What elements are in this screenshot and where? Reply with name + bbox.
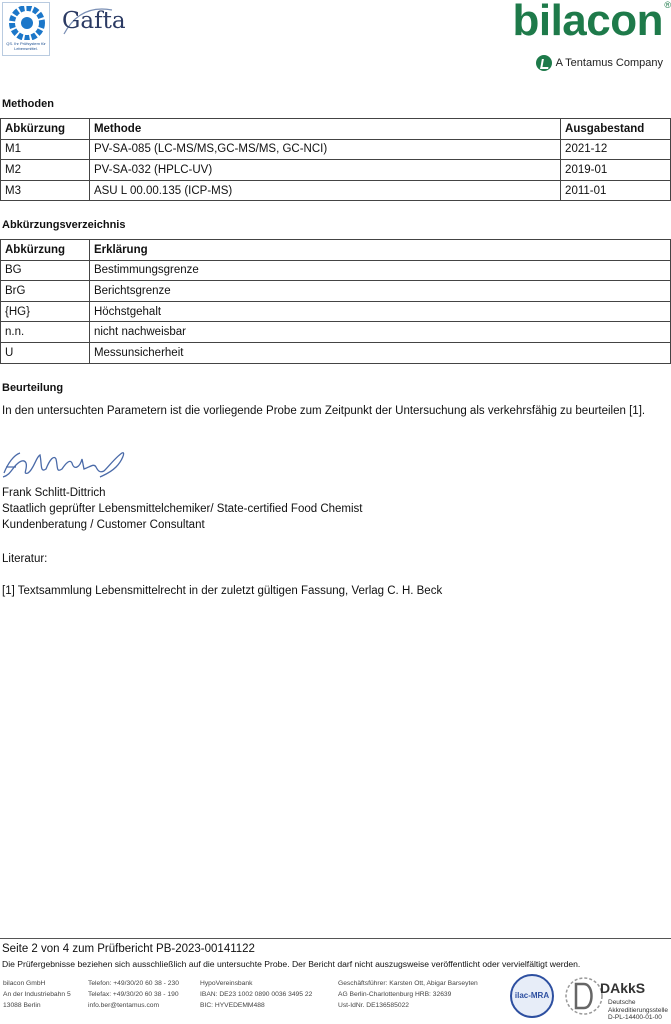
table-cell: nicht nachweisbar bbox=[89, 322, 670, 343]
abbreviations-title: Abkürzungsverzeichnis bbox=[2, 219, 126, 231]
assessment-title: Beurteilung bbox=[2, 382, 64, 394]
dakks-line: Deutsche bbox=[608, 999, 636, 1006]
tentamus-icon bbox=[536, 55, 552, 71]
qs-seal-icon bbox=[8, 6, 46, 40]
footer-divider bbox=[0, 938, 671, 939]
table-cell: BrG bbox=[1, 281, 90, 302]
page-info: Seite 2 von 4 zum Prüfbericht PB-2023-00141122 bbox=[2, 943, 255, 955]
table-row bbox=[1, 322, 671, 343]
abbreviations-table bbox=[0, 239, 671, 364]
dakks-title: DAkkS bbox=[600, 980, 646, 996]
signer-name: Frank Schlitt-Dittrich bbox=[2, 487, 106, 499]
ilac-label: ilac-MRA bbox=[514, 991, 550, 1000]
footer-management bbox=[338, 978, 478, 1011]
signer-role: Kundenberatung / Customer Consultant bbox=[2, 519, 205, 531]
table-cell: PV-SA-032 (HPLC-UV) bbox=[89, 160, 560, 181]
table-cell: 2011-01 bbox=[561, 180, 671, 201]
literature-reference: [1] Textsammlung Lebensmittelrecht in der zuletzt gültigen Fassung, Verlag C. H. Beck bbox=[2, 585, 443, 597]
footer-line: IBAN: DE23 1002 0890 0036 3495 22 bbox=[200, 991, 313, 998]
table-cell: M3 bbox=[1, 180, 90, 201]
signer-title: Staatlich geprüfter Lebensmittelchemiker/ State-certified Food Chemist bbox=[2, 503, 363, 515]
table-cell: BG bbox=[1, 260, 90, 281]
table-cell: M2 bbox=[1, 160, 90, 181]
footer-line: HypoVereinsbank bbox=[200, 980, 253, 987]
table-cell: Berichtsgrenze bbox=[89, 281, 670, 302]
table-cell: 2021-12 bbox=[561, 139, 671, 160]
dakks-line: D-PL-14400-01-00 bbox=[608, 1014, 662, 1021]
column-header: Ausgabestand bbox=[561, 119, 671, 140]
table-cell: {HG} bbox=[1, 301, 90, 322]
table-row bbox=[1, 301, 671, 322]
table-cell: Höchstgehalt bbox=[89, 301, 670, 322]
dakks-seal-icon bbox=[564, 974, 604, 1018]
registered-mark: ® bbox=[664, 0, 671, 10]
footer-line: AG Berlin-Charlottenburg HRB: 32639 bbox=[338, 991, 452, 998]
footer-company bbox=[3, 978, 71, 1011]
footer-line: Telefax: +49/30/20 60 38 - 190 bbox=[88, 991, 179, 998]
footer-line: 13088 Berlin bbox=[3, 1002, 41, 1009]
column-header: Abkürzung bbox=[1, 240, 90, 261]
methods-table bbox=[0, 118, 671, 201]
qs-label: QS. Ihr Prüfsystem für Lebensmittel. bbox=[6, 41, 46, 51]
table-cell: ASU L 00.00.135 (ICP-MS) bbox=[89, 180, 560, 201]
gafta-logo: Gafta bbox=[62, 8, 126, 34]
footer-line: Geschäftsführer: Karsten Ott, Abigar Barseyten bbox=[338, 980, 478, 987]
footer-line: BIC: HYVEDEMM488 bbox=[200, 1002, 265, 1009]
table-header-row bbox=[1, 240, 671, 261]
column-header: Methode bbox=[89, 119, 560, 140]
footer-line: Telefon: +49/30/20 60 38 - 230 bbox=[88, 980, 179, 987]
table-cell: M1 bbox=[1, 139, 90, 160]
ilac-mra-logo bbox=[510, 974, 554, 1018]
table-row bbox=[1, 281, 671, 302]
dakks-line: Akkreditierungsstelle bbox=[608, 1006, 668, 1014]
methods-title: Methoden bbox=[2, 98, 54, 110]
table-cell: 2019-01 bbox=[561, 160, 671, 181]
assessment-text: In den untersuchten Parametern ist die vorliegende Probe zum Zeitpunkt der Untersuchung als verkehrsfähig zu beurteilen [1]. bbox=[2, 405, 646, 417]
qs-logo bbox=[2, 2, 50, 56]
table-cell: U bbox=[1, 342, 90, 363]
table-row bbox=[1, 342, 671, 363]
dakks-subtitle bbox=[608, 999, 668, 1022]
tagline-text: A Tentamus Company bbox=[555, 57, 663, 69]
footer-bank bbox=[200, 978, 312, 1011]
table-cell: PV-SA-085 (LC-MS/MS,GC-MS/MS, GC-NCI) bbox=[89, 139, 560, 160]
table-row bbox=[1, 180, 671, 201]
column-header: Erklärung bbox=[89, 240, 670, 261]
footer-line: bilacon GmbH bbox=[3, 980, 46, 987]
table-cell: Bestimmungsgrenze bbox=[89, 260, 670, 281]
signature-icon bbox=[0, 445, 130, 483]
footer-line: info.ber@tentamus.com bbox=[88, 1002, 160, 1009]
table-cell: n.n. bbox=[1, 322, 90, 343]
column-header: Abkürzung bbox=[1, 119, 90, 140]
table-row bbox=[1, 139, 671, 160]
disclaimer: Die Prüfergebnisse beziehen sich ausschließlich auf die untersuchte Probe. Der Bericht darf nicht auszugsweise veröffentlicht oder vervielfältigt werden. bbox=[2, 959, 581, 969]
literature-label: Literatur: bbox=[2, 553, 48, 565]
tagline bbox=[536, 55, 663, 71]
table-header-row bbox=[1, 119, 671, 140]
bilacon-logo: bilacon bbox=[512, 0, 663, 45]
table-row bbox=[1, 260, 671, 281]
table-row bbox=[1, 160, 671, 181]
table-cell: Messunsicherheit bbox=[89, 342, 670, 363]
footer-line: Ust-IdNr. DE136585022 bbox=[338, 1002, 410, 1009]
footer-line: An der Industriebahn 5 bbox=[3, 991, 71, 998]
footer-contact bbox=[88, 978, 179, 1011]
